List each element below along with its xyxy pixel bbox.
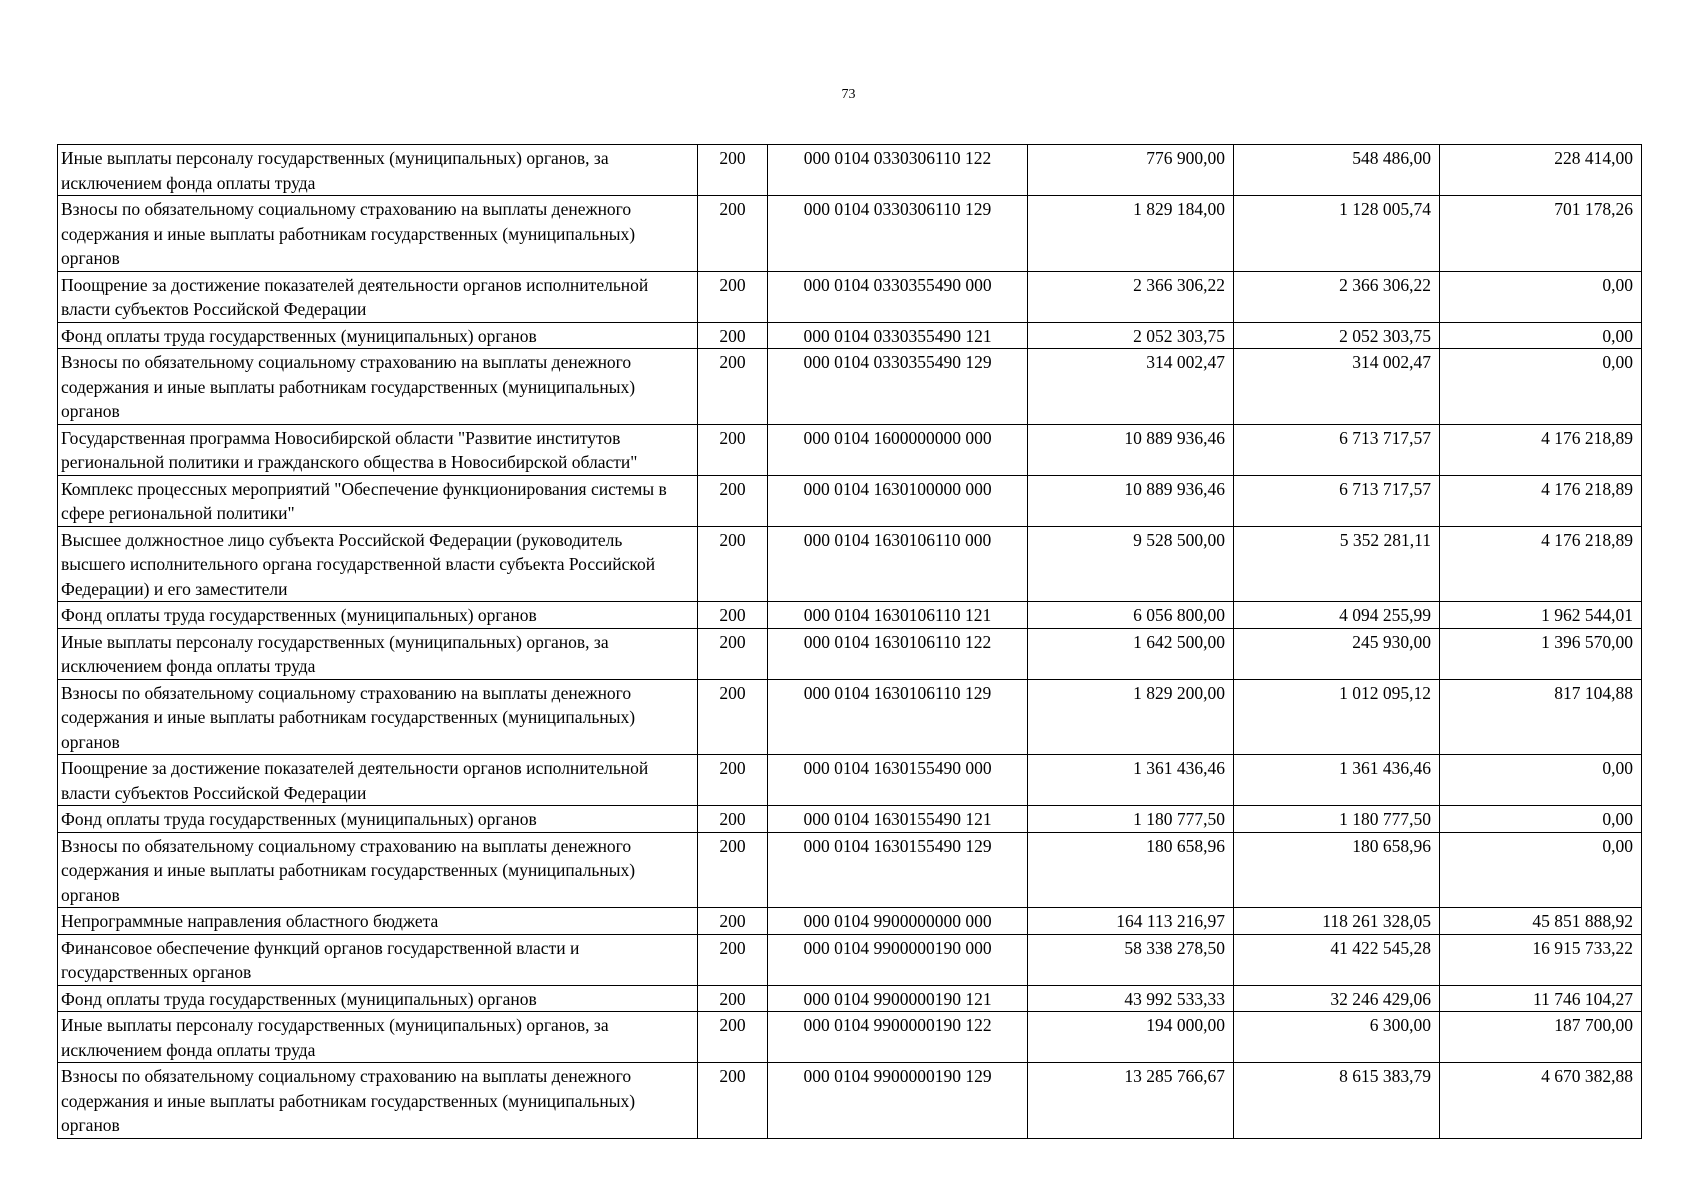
budget-code-cell: 000 0104 9900000190 000 [768, 934, 1028, 985]
executed-amount-cell: 1 180 777,50 [1234, 806, 1440, 833]
row-name-cell: Фонд оплаты труда государственных (муниципальных) органов [58, 322, 698, 349]
executed-amount-cell: 1 361 436,46 [1234, 755, 1440, 806]
table-row [58, 1063, 1642, 1139]
row-name-cell: Иные выплаты персоналу государственных (муниципальных) органов, за исключением фонда оплаты труда [58, 145, 698, 196]
line-code-cell: 200 [698, 424, 768, 475]
approved-amount-cell: 10 889 936,46 [1028, 475, 1234, 526]
line-code-cell: 200 [698, 349, 768, 425]
line-code-cell: 200 [698, 628, 768, 679]
executed-amount-cell: 6 300,00 [1234, 1012, 1440, 1063]
executed-amount-cell: 4 094 255,99 [1234, 602, 1440, 629]
row-name-cell: Фонд оплаты труда государственных (муниципальных) органов [58, 985, 698, 1012]
table-row [58, 322, 1642, 349]
table-body [58, 145, 1642, 1139]
approved-amount-cell: 164 113 216,97 [1028, 908, 1234, 935]
executed-amount-cell: 6 713 717,57 [1234, 475, 1440, 526]
approved-amount-cell: 58 338 278,50 [1028, 934, 1234, 985]
executed-amount-cell: 8 615 383,79 [1234, 1063, 1440, 1139]
approved-amount-cell: 194 000,00 [1028, 1012, 1234, 1063]
budget-code-cell: 000 0104 0330306110 129 [768, 196, 1028, 272]
table-row [58, 271, 1642, 322]
line-code-cell: 200 [698, 271, 768, 322]
table-row [58, 1012, 1642, 1063]
budget-code-cell: 000 0104 1630106110 000 [768, 526, 1028, 602]
line-code-cell: 200 [698, 526, 768, 602]
executed-amount-cell: 314 002,47 [1234, 349, 1440, 425]
budget-code-cell: 000 0104 1630106110 129 [768, 679, 1028, 755]
executed-amount-cell: 548 486,00 [1234, 145, 1440, 196]
unexecuted-amount-cell: 0,00 [1440, 349, 1642, 425]
row-name-cell: Фонд оплаты труда государственных (муниципальных) органов [58, 602, 698, 629]
approved-amount-cell: 776 900,00 [1028, 145, 1234, 196]
row-name-cell: Непрограммные направления областного бюджета [58, 908, 698, 935]
line-code-cell: 200 [698, 475, 768, 526]
table-row [58, 985, 1642, 1012]
table-row [58, 679, 1642, 755]
table-row [58, 602, 1642, 629]
table-row [58, 424, 1642, 475]
unexecuted-amount-cell: 1 962 544,01 [1440, 602, 1642, 629]
line-code-cell: 200 [698, 602, 768, 629]
executed-amount-cell: 180 658,96 [1234, 832, 1440, 908]
line-code-cell: 200 [698, 755, 768, 806]
approved-amount-cell: 10 889 936,46 [1028, 424, 1234, 475]
table-row [58, 934, 1642, 985]
unexecuted-amount-cell: 228 414,00 [1440, 145, 1642, 196]
row-name-cell: Комплекс процессных мероприятий "Обеспечение функционирования системы в сфере региональной политики" [58, 475, 698, 526]
row-name-cell: Государственная программа Новосибирской области "Развитие институтов региональной политики и гражданского общества в Новосибирской области" [58, 424, 698, 475]
table-row [58, 145, 1642, 196]
row-name-cell: Поощрение за достижение показателей деятельности органов исполнительной власти субъектов Российской Федерации [58, 271, 698, 322]
executed-amount-cell: 1 128 005,74 [1234, 196, 1440, 272]
executed-amount-cell: 6 713 717,57 [1234, 424, 1440, 475]
budget-code-cell: 000 0104 1600000000 000 [768, 424, 1028, 475]
approved-amount-cell: 1 829 184,00 [1028, 196, 1234, 272]
budget-execution-table [57, 144, 1642, 1139]
approved-amount-cell: 314 002,47 [1028, 349, 1234, 425]
unexecuted-amount-cell: 11 746 104,27 [1440, 985, 1642, 1012]
budget-code-cell: 000 0104 1630155490 121 [768, 806, 1028, 833]
budget-code-cell: 000 0104 9900000190 122 [768, 1012, 1028, 1063]
row-name-cell: Фонд оплаты труда государственных (муниципальных) органов [58, 806, 698, 833]
line-code-cell: 200 [698, 196, 768, 272]
approved-amount-cell: 43 992 533,33 [1028, 985, 1234, 1012]
approved-amount-cell: 1 180 777,50 [1028, 806, 1234, 833]
approved-amount-cell: 1 361 436,46 [1028, 755, 1234, 806]
line-code-cell: 200 [698, 934, 768, 985]
row-name-cell: Поощрение за достижение показателей деятельности органов исполнительной власти субъектов Российской Федерации [58, 755, 698, 806]
budget-code-cell: 000 0104 0330355490 129 [768, 349, 1028, 425]
line-code-cell: 200 [698, 832, 768, 908]
unexecuted-amount-cell: 0,00 [1440, 832, 1642, 908]
budget-code-cell: 000 0104 0330355490 121 [768, 322, 1028, 349]
budget-code-cell: 000 0104 1630106110 121 [768, 602, 1028, 629]
unexecuted-amount-cell: 4 176 218,89 [1440, 526, 1642, 602]
approved-amount-cell: 1 829 200,00 [1028, 679, 1234, 755]
row-name-cell: Высшее должностное лицо субъекта Российской Федерации (руководитель высшего исполнительного органа государственной власти субъекта Российской Федерации) и его заместители [58, 526, 698, 602]
budget-code-cell: 000 0104 9900000190 121 [768, 985, 1028, 1012]
executed-amount-cell: 2 366 306,22 [1234, 271, 1440, 322]
budget-code-cell: 000 0104 0330355490 000 [768, 271, 1028, 322]
unexecuted-amount-cell: 45 851 888,92 [1440, 908, 1642, 935]
unexecuted-amount-cell: 0,00 [1440, 322, 1642, 349]
table-row [58, 349, 1642, 425]
row-name-cell: Иные выплаты персоналу государственных (муниципальных) органов, за исключением фонда оплаты труда [58, 628, 698, 679]
table-row [58, 755, 1642, 806]
line-code-cell: 200 [698, 679, 768, 755]
line-code-cell: 200 [698, 908, 768, 935]
row-name-cell: Взносы по обязательному социальному страхованию на выплаты денежного содержания и иные выплаты работникам государственных (муниципальных) органов [58, 679, 698, 755]
executed-amount-cell: 1 012 095,12 [1234, 679, 1440, 755]
budget-code-cell: 000 0104 1630155490 129 [768, 832, 1028, 908]
line-code-cell: 200 [698, 1012, 768, 1063]
budget-code-cell: 000 0104 9900000000 000 [768, 908, 1028, 935]
approved-amount-cell: 2 052 303,75 [1028, 322, 1234, 349]
row-name-cell: Взносы по обязательному социальному страхованию на выплаты денежного содержания и иные выплаты работникам государственных (муниципальных) органов [58, 832, 698, 908]
budget-code-cell: 000 0104 9900000190 129 [768, 1063, 1028, 1139]
table-row [58, 196, 1642, 272]
executed-amount-cell: 5 352 281,11 [1234, 526, 1440, 602]
approved-amount-cell: 6 056 800,00 [1028, 602, 1234, 629]
executed-amount-cell: 41 422 545,28 [1234, 934, 1440, 985]
line-code-cell: 200 [698, 322, 768, 349]
table-row [58, 475, 1642, 526]
budget-code-cell: 000 0104 1630155490 000 [768, 755, 1028, 806]
executed-amount-cell: 2 052 303,75 [1234, 322, 1440, 349]
table-row [58, 908, 1642, 935]
table-row [58, 832, 1642, 908]
budget-code-cell: 000 0104 1630106110 122 [768, 628, 1028, 679]
row-name-cell: Иные выплаты персоналу государственных (муниципальных) органов, за исключением фонда оплаты труда [58, 1012, 698, 1063]
unexecuted-amount-cell: 4 670 382,88 [1440, 1063, 1642, 1139]
approved-amount-cell: 2 366 306,22 [1028, 271, 1234, 322]
unexecuted-amount-cell: 187 700,00 [1440, 1012, 1642, 1063]
table-row [58, 806, 1642, 833]
page-number: 73 [841, 87, 856, 102]
budget-code-cell: 000 0104 0330306110 122 [768, 145, 1028, 196]
executed-amount-cell: 118 261 328,05 [1234, 908, 1440, 935]
row-name-cell: Взносы по обязательному социальному страхованию на выплаты денежного содержания и иные выплаты работникам государственных (муниципальных) органов [58, 196, 698, 272]
executed-amount-cell: 32 246 429,06 [1234, 985, 1440, 1012]
approved-amount-cell: 9 528 500,00 [1028, 526, 1234, 602]
approved-amount-cell: 13 285 766,67 [1028, 1063, 1234, 1139]
unexecuted-amount-cell: 701 178,26 [1440, 196, 1642, 272]
unexecuted-amount-cell: 4 176 218,89 [1440, 424, 1642, 475]
unexecuted-amount-cell: 817 104,88 [1440, 679, 1642, 755]
approved-amount-cell: 1 642 500,00 [1028, 628, 1234, 679]
line-code-cell: 200 [698, 145, 768, 196]
unexecuted-amount-cell: 16 915 733,22 [1440, 934, 1642, 985]
line-code-cell: 200 [698, 985, 768, 1012]
unexecuted-amount-cell: 4 176 218,89 [1440, 475, 1642, 526]
table-row [58, 526, 1642, 602]
line-code-cell: 200 [698, 1063, 768, 1139]
approved-amount-cell: 180 658,96 [1028, 832, 1234, 908]
unexecuted-amount-cell: 0,00 [1440, 806, 1642, 833]
table-row [58, 628, 1642, 679]
line-code-cell: 200 [698, 806, 768, 833]
unexecuted-amount-cell: 1 396 570,00 [1440, 628, 1642, 679]
budget-code-cell: 000 0104 1630100000 000 [768, 475, 1028, 526]
unexecuted-amount-cell: 0,00 [1440, 271, 1642, 322]
row-name-cell: Финансовое обеспечение функций органов государственной власти и государственных органов [58, 934, 698, 985]
row-name-cell: Взносы по обязательному социальному страхованию на выплаты денежного содержания и иные выплаты работникам государственных (муниципальных) органов [58, 349, 698, 425]
executed-amount-cell: 245 930,00 [1234, 628, 1440, 679]
unexecuted-amount-cell: 0,00 [1440, 755, 1642, 806]
row-name-cell: Взносы по обязательному социальному страхованию на выплаты денежного содержания и иные выплаты работникам государственных (муниципальных) органов [58, 1063, 698, 1139]
